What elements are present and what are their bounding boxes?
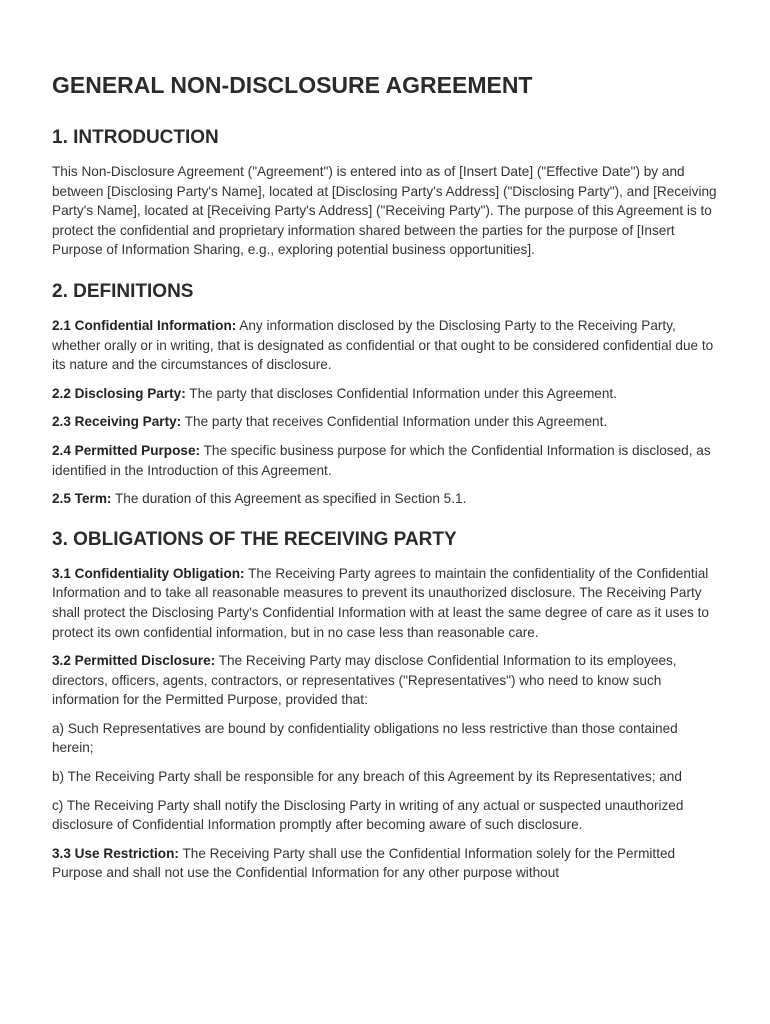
definition-term: 2.5 Term: <box>52 491 112 507</box>
clause-term: 3.2 Permitted Disclosure: <box>52 653 216 669</box>
definition-text: The specific business purpose for which the Confidential Information is disclosed, as identified in the Introduction of this Agreement. <box>52 442 711 478</box>
definition-text: Any information disclosed by the Disclosing Party to the Receiving Party, whether orally or in writing, that is designated as confidential or that ought to be considered confidential due to its nature and the circumstances of disclosure. <box>52 317 714 373</box>
definition-text: The party that receives Confidential Information under this Agreement. <box>181 414 608 430</box>
definition-text: The party that discloses Confidential Information under this Agreement. <box>185 385 617 401</box>
clause-text: The Receiving Party may disclose Confidential Information to its employees, directors, officers, agents, contractors, or representatives ("Representatives") who need to know such information for the Permitted Purpose, provided that: <box>52 653 677 708</box>
clause-term: 3.1 Confidentiality Obligation: <box>52 565 245 581</box>
definition-term: 2.1 Confidential Information: <box>52 317 237 333</box>
document-title: GENERAL NON-DISCLOSURE AGREEMENT <box>52 72 533 98</box>
clause-use-restriction <box>52 844 720 883</box>
definition-term-duration <box>52 489 720 509</box>
condition-item-b: b) The Receiving Party shall be responsible for any breach of this Agreement by its Representatives; and <box>52 769 682 785</box>
condition-item-a: a) Such Representatives are bound by confidentiality obligations no less restrictive than those contained herein; <box>52 720 678 756</box>
clause-permitted-disclosure <box>52 651 720 710</box>
definition-disclosing-party <box>52 384 720 404</box>
definition-permitted-purpose <box>52 441 720 480</box>
clause-text: The Receiving Party shall use the Confidential Information solely for the Permitted Purpose and shall not use the Confidential Information for any other purpose without <box>52 845 676 881</box>
clause-confidentiality-obligation <box>52 564 720 642</box>
definition-confidential-information <box>52 316 720 375</box>
section-heading-obligations: 3. OBLIGATIONS OF THE RECEIVING PARTY <box>52 528 457 550</box>
section-heading-definitions: 2. DEFINITIONS <box>52 280 194 302</box>
introduction-paragraph: This Non-Disclosure Agreement ("Agreement") is entered into as of [Insert Date] ("Effective Date") by and between [Disclosing Party's Name], located at [Disclosing Party's Address] ("Disclosing Party"), and [Receiving Party's Name], located at [Receiving Party's Address] ("Receiving Party"). The purpose of this Agreement is to protect the confidential and proprietary information shared between the parties for the purpose of [Insert Purpose of Information Sharing, e.g., exploring potential business opportunities]. <box>52 164 717 258</box>
condition-item-c: c) The Receiving Party shall notify the Disclosing Party in writing of any actual or suspected unauthorized disclosure of Confidential Information promptly after becoming aware of such disclosure. <box>52 797 684 833</box>
definition-term: 2.3 Receiving Party: <box>52 414 182 430</box>
definition-term: 2.4 Permitted Purpose: <box>52 442 201 458</box>
definition-receiving-party <box>52 412 720 432</box>
section-heading-introduction: 1. INTRODUCTION <box>52 127 219 148</box>
clause-term: 3.3 Use Restriction: <box>52 845 179 861</box>
document-page <box>52 70 720 892</box>
clause-text: The Receiving Party agrees to maintain the confidentiality of the Confidential Information and to take all reasonable measures to prevent its unauthorized disclosure. The Receiving Party shall protect the Disclosing Party's Confidential Information with at least the same degree of care as it uses to protect its own confidential information, but in no case less than reasonable care. <box>52 565 709 640</box>
definition-term: 2.2 Disclosing Party: <box>52 385 186 401</box>
definition-text: The duration of this Agreement as specified in Section 5.1. <box>111 491 467 507</box>
